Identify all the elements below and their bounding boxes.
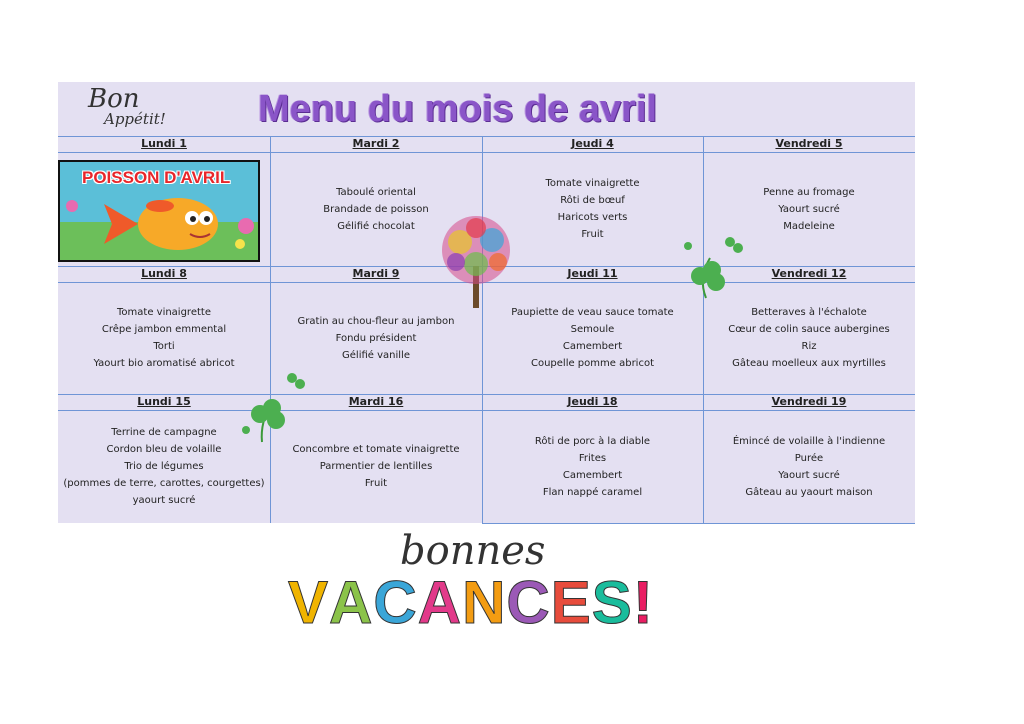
day-header: Jeudi 18 <box>567 395 618 408</box>
menu-item: Penne au fromage <box>763 186 855 198</box>
menu-item: Fondu président <box>335 332 417 344</box>
clover-icon <box>666 228 748 304</box>
menu-item: Haricots verts <box>557 212 628 223</box>
menu-item: Cœur de colin sauce aubergines <box>728 324 890 335</box>
menu-item: Camembert <box>562 341 623 352</box>
menu-item: Flan nappé caramel <box>542 486 643 498</box>
day-header: Lundi 1 <box>141 137 187 150</box>
poisson-avril-banner <box>58 160 260 262</box>
vacances-letter: N <box>462 569 507 636</box>
vacances-letter: ! <box>632 569 654 636</box>
day-header: Lundi 8 <box>141 267 187 280</box>
menu-item: Frites <box>578 452 607 464</box>
menu-item: Gâteau au yaourt maison <box>745 486 873 498</box>
menu-item: Riz <box>801 341 817 352</box>
menu-item: Cordon bleu de volaille <box>106 444 222 455</box>
poisson-avril-text: POISSON D'AVRIL <box>82 168 231 187</box>
menu-item: Parmentier de lentilles <box>319 461 433 472</box>
grid-hline <box>58 410 915 411</box>
day-header: Vendredi 5 <box>775 137 843 150</box>
bonnes-text: bonnes <box>400 528 546 574</box>
vacances-letter: A <box>417 569 463 636</box>
vacances-text <box>288 568 654 637</box>
day-menu <box>482 412 703 521</box>
menu-item: Torti <box>153 341 175 352</box>
day-menu <box>703 412 915 521</box>
grid-hline <box>482 523 915 524</box>
vacances-letter: A <box>329 569 374 636</box>
menu-item: Concombre et tomate vinaigrette <box>292 444 460 455</box>
menu-item: Émincé de volaille à l'indienne <box>732 435 886 447</box>
day-header: Lundi 15 <box>137 395 191 408</box>
menu-item: Tomate vinaigrette <box>545 178 640 189</box>
day-header: Mardi 2 <box>352 137 400 150</box>
clover-icon <box>232 366 314 446</box>
menu-item: Semoule <box>570 324 615 335</box>
menu-item: Terrine de campagne <box>111 427 217 438</box>
menu-item: Fruit <box>364 478 388 489</box>
bon-appetit-line1: Bon <box>88 84 140 114</box>
vacances-letter: C <box>506 569 551 636</box>
flower-tree-icon <box>420 206 530 310</box>
menu-item: Rôti de porc à la diable <box>534 435 651 447</box>
menu-item: Taboulé oriental <box>336 186 416 198</box>
menu-item: Yaourt sucré <box>778 203 840 215</box>
menu-item: Purée <box>794 452 824 464</box>
menu-item: Coupelle pomme abricot <box>530 358 654 369</box>
menu-item: Yaourt bio aromatisé abricot <box>93 358 235 369</box>
menu-item: Fruit <box>581 229 604 240</box>
menu-item: Gélifié chocolat <box>337 220 415 232</box>
day-header: Vendredi 19 <box>771 395 847 408</box>
bon-appetit-line2: Appétit! <box>104 110 166 128</box>
menu-item: Tomate vinaigrette <box>117 307 211 318</box>
menu-item: Gélifié vanille <box>342 349 410 361</box>
menu-item: Madeleine <box>783 220 835 232</box>
menu-item: Crêpe jambon emmental <box>101 324 227 335</box>
menu-item: Camembert <box>562 469 623 481</box>
menu-item: Paupiette de veau sauce tomate <box>511 307 674 318</box>
day-header: Jeudi 11 <box>567 267 618 280</box>
menu-item: yaourt sucré <box>132 495 196 506</box>
menu-item: Trio de légumes <box>124 461 204 472</box>
menu-item: Gratin au chou-fleur au jambon <box>297 315 455 327</box>
vacances-letter: E <box>550 569 592 636</box>
menu-item: Betteraves à l'échalote <box>751 307 867 318</box>
menu-item: (pommes de terre, carottes, courgettes) <box>63 478 265 489</box>
menu-item: Yaourt sucré <box>778 469 840 481</box>
vacances-letter: C <box>373 569 418 636</box>
day-header: Jeudi 4 <box>571 137 614 150</box>
page-title: Menu du mois de avril <box>258 88 658 130</box>
menu-item: Rôti de bœuf <box>560 195 625 206</box>
menu-item: Brandade de poisson <box>323 203 429 215</box>
day-header: Mardi 16 <box>348 395 404 408</box>
grid-hline <box>58 152 915 153</box>
vacances-letter: V <box>288 569 330 636</box>
day-header: Mardi 9 <box>352 267 400 280</box>
vacances-letter: S <box>591 569 633 636</box>
day-header: Vendredi 12 <box>771 267 847 280</box>
menu-item: Gâteau moelleux aux myrtilles <box>732 358 886 369</box>
